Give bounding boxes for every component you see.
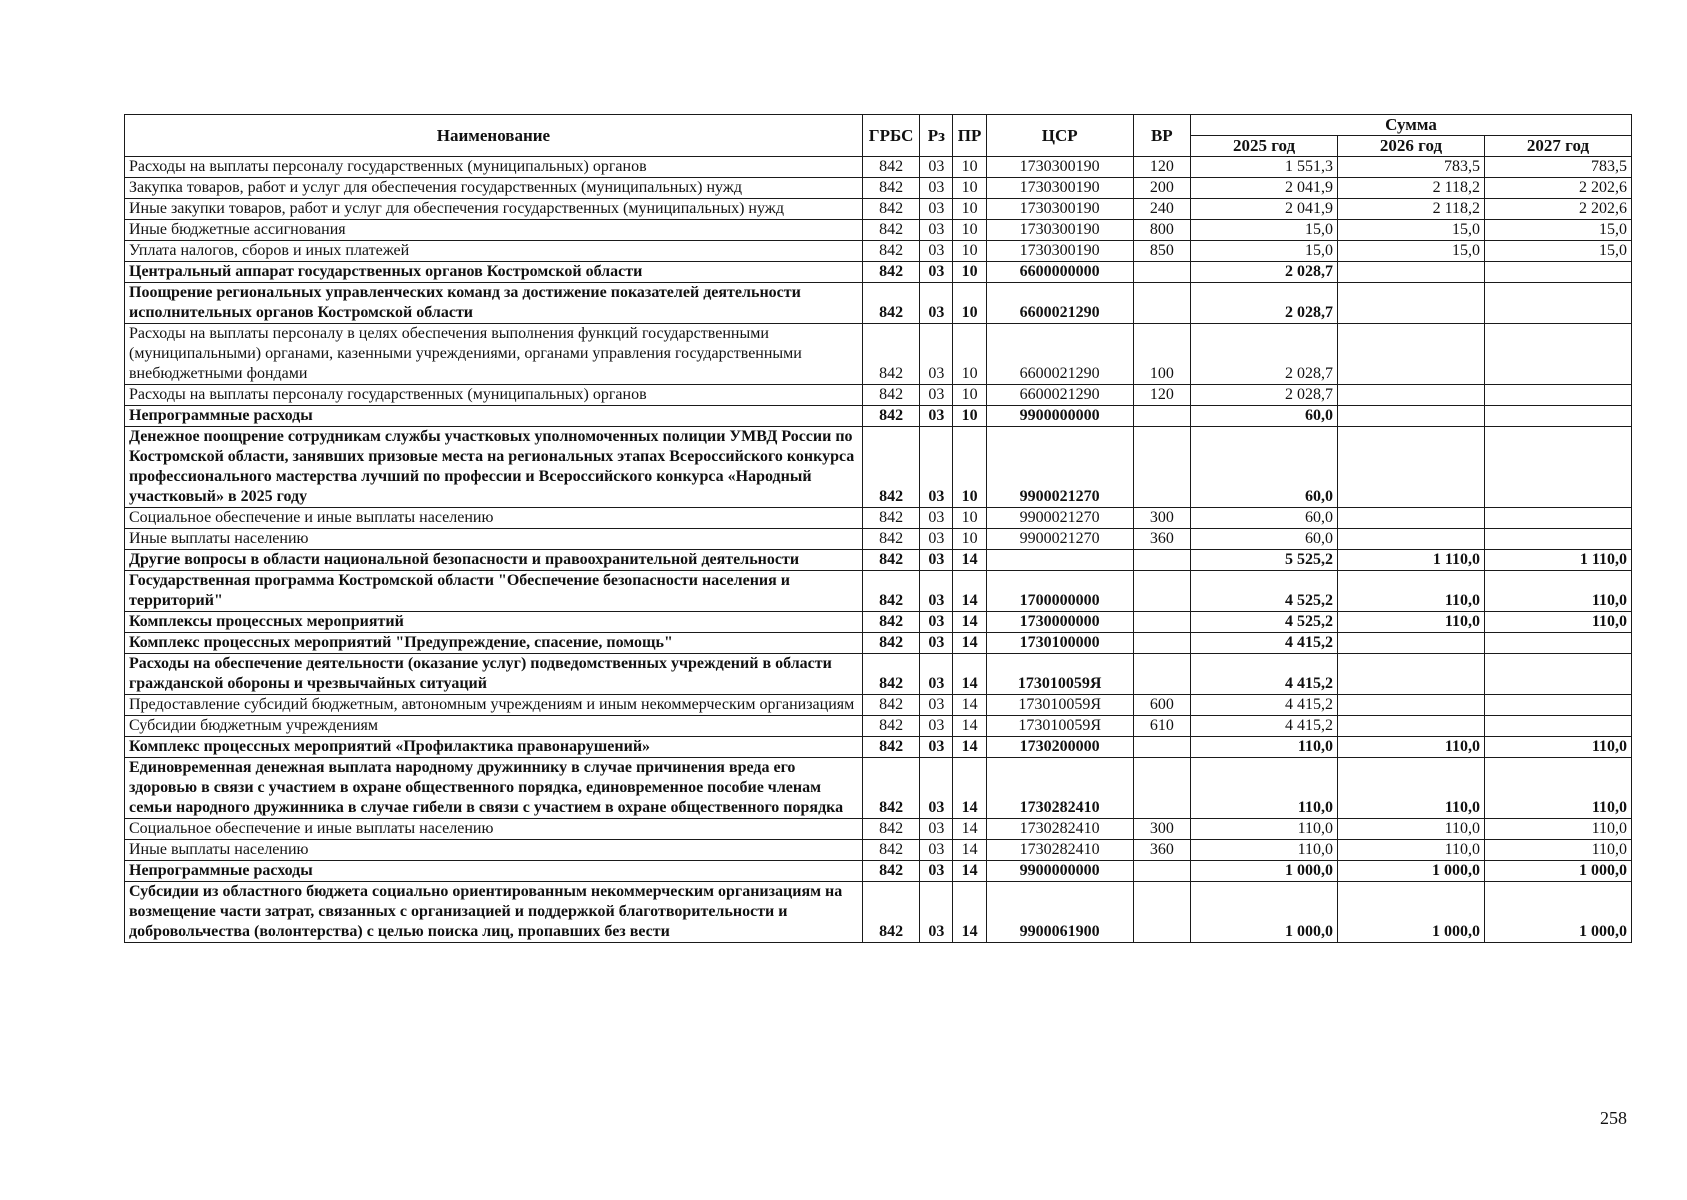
- header-year-2027: 2027 год: [1484, 136, 1631, 157]
- cell-2026: 1 000,0: [1338, 882, 1485, 943]
- cell-name: Иные выплаты населению: [125, 529, 863, 550]
- cell-vr: [1133, 633, 1190, 654]
- cell-rz: 03: [920, 427, 953, 508]
- cell-grbs: 842: [862, 550, 919, 571]
- cell-2026: [1338, 695, 1485, 716]
- cell-grbs: 842: [862, 695, 919, 716]
- cell-2026: 110,0: [1338, 840, 1485, 861]
- cell-2025: 2 028,7: [1191, 262, 1338, 283]
- cell-grbs: 842: [862, 819, 919, 840]
- cell-2027: 1 000,0: [1484, 861, 1631, 882]
- cell-name: Иные выплаты населению: [125, 840, 863, 861]
- cell-2027: 110,0: [1484, 758, 1631, 819]
- cell-2027: [1484, 427, 1631, 508]
- cell-grbs: 842: [862, 385, 919, 406]
- cell-pr: 14: [953, 758, 986, 819]
- cell-2027: [1484, 324, 1631, 385]
- cell-rz: 03: [920, 508, 953, 529]
- cell-rz: 03: [920, 654, 953, 695]
- cell-vr: [1133, 262, 1190, 283]
- cell-pr: 10: [953, 406, 986, 427]
- cell-vr: 240: [1133, 199, 1190, 220]
- cell-csr: 9900021270: [986, 427, 1133, 508]
- cell-vr: [1133, 283, 1190, 324]
- cell-name: Уплата налогов, сборов и иных платежей: [125, 241, 863, 262]
- table-row: [125, 199, 1632, 220]
- cell-rz: 03: [920, 406, 953, 427]
- cell-pr: 10: [953, 508, 986, 529]
- cell-name: Социальное обеспечение и иные выплаты населению: [125, 819, 863, 840]
- cell-pr: 10: [953, 199, 986, 220]
- cell-2025: 2 028,7: [1191, 324, 1338, 385]
- cell-pr: 14: [953, 571, 986, 612]
- cell-2027: [1484, 385, 1631, 406]
- cell-2025: 2 041,9: [1191, 199, 1338, 220]
- cell-rz: 03: [920, 695, 953, 716]
- cell-pr: 14: [953, 819, 986, 840]
- table-row: [125, 758, 1632, 819]
- table-body: [125, 157, 1632, 943]
- cell-2027: [1484, 508, 1631, 529]
- cell-2025: 4 415,2: [1191, 633, 1338, 654]
- cell-2026: 2 118,2: [1338, 199, 1485, 220]
- cell-vr: [1133, 571, 1190, 612]
- table-row: [125, 241, 1632, 262]
- cell-2026: [1338, 508, 1485, 529]
- table-row: [125, 508, 1632, 529]
- cell-2025: 15,0: [1191, 241, 1338, 262]
- cell-2025: 110,0: [1191, 819, 1338, 840]
- cell-vr: [1133, 406, 1190, 427]
- cell-grbs: 842: [862, 220, 919, 241]
- cell-name: Центральный аппарат государственных органов Костромской области: [125, 262, 863, 283]
- cell-2027: 15,0: [1484, 220, 1631, 241]
- cell-name: Расходы на выплаты персоналу государственных (муниципальных) органов: [125, 157, 863, 178]
- cell-grbs: 842: [862, 406, 919, 427]
- cell-name: Комплекс процессных мероприятий «Профилактика правонарушений»: [125, 737, 863, 758]
- cell-pr: 10: [953, 283, 986, 324]
- header-csr: ЦСР: [986, 115, 1133, 157]
- cell-grbs: 842: [862, 427, 919, 508]
- cell-name: Государственная программа Костромской области "Обеспечение безопасности населения и территорий": [125, 571, 863, 612]
- cell-2027: [1484, 633, 1631, 654]
- table-row: [125, 819, 1632, 840]
- cell-rz: 03: [920, 262, 953, 283]
- cell-rz: 03: [920, 529, 953, 550]
- cell-csr: 173010059Я: [986, 695, 1133, 716]
- cell-csr: 1730300190: [986, 199, 1133, 220]
- cell-name: Иные бюджетные ассигнования: [125, 220, 863, 241]
- table-row: [125, 529, 1632, 550]
- cell-csr: 6600021290: [986, 283, 1133, 324]
- cell-rz: 03: [920, 612, 953, 633]
- cell-rz: 03: [920, 758, 953, 819]
- table-row: [125, 262, 1632, 283]
- cell-2027: 110,0: [1484, 571, 1631, 612]
- header-year-2025: 2025 год: [1191, 136, 1338, 157]
- cell-2025: 60,0: [1191, 508, 1338, 529]
- cell-vr: 360: [1133, 529, 1190, 550]
- cell-rz: 03: [920, 241, 953, 262]
- cell-grbs: 842: [862, 324, 919, 385]
- cell-grbs: 842: [862, 157, 919, 178]
- cell-csr: 9900061900: [986, 882, 1133, 943]
- cell-grbs: 842: [862, 840, 919, 861]
- cell-rz: 03: [920, 882, 953, 943]
- cell-rz: 03: [920, 840, 953, 861]
- cell-pr: 14: [953, 882, 986, 943]
- cell-vr: 800: [1133, 220, 1190, 241]
- cell-name: Расходы на выплаты персоналу в целях обеспечения выполнения функций государственными (муниципальными) органами, казенными учреждениями, органами управления государственными внебюджетными фондами: [125, 324, 863, 385]
- cell-2026: [1338, 283, 1485, 324]
- cell-grbs: 842: [862, 199, 919, 220]
- table-row: [125, 550, 1632, 571]
- cell-grbs: 842: [862, 758, 919, 819]
- cell-csr: 6600000000: [986, 262, 1133, 283]
- header-pr: ПР: [953, 115, 986, 157]
- cell-pr: 14: [953, 695, 986, 716]
- cell-rz: 03: [920, 861, 953, 882]
- cell-name: Другие вопросы в области национальной безопасности и правоохранительной деятельности: [125, 550, 863, 571]
- cell-csr: 1730300190: [986, 220, 1133, 241]
- cell-pr: 14: [953, 861, 986, 882]
- cell-vr: 300: [1133, 819, 1190, 840]
- cell-name: Поощрение региональных управленческих команд за достижение показателей деятельности исполнительных органов Костромской области: [125, 283, 863, 324]
- cell-vr: [1133, 427, 1190, 508]
- cell-pr: 10: [953, 157, 986, 178]
- cell-2026: [1338, 324, 1485, 385]
- cell-name: Расходы на выплаты персоналу государственных (муниципальных) органов: [125, 385, 863, 406]
- table-row: [125, 178, 1632, 199]
- cell-grbs: 842: [862, 262, 919, 283]
- cell-pr: 10: [953, 178, 986, 199]
- cell-2025: 60,0: [1191, 427, 1338, 508]
- cell-2027: 15,0: [1484, 241, 1631, 262]
- cell-csr: 1730282410: [986, 840, 1133, 861]
- cell-rz: 03: [920, 178, 953, 199]
- cell-2026: [1338, 716, 1485, 737]
- cell-pr: 14: [953, 737, 986, 758]
- cell-grbs: 842: [862, 716, 919, 737]
- cell-2025: 4 525,2: [1191, 612, 1338, 633]
- cell-rz: 03: [920, 157, 953, 178]
- cell-csr: 173010059Я: [986, 716, 1133, 737]
- table-row: [125, 737, 1632, 758]
- cell-csr: 9900000000: [986, 406, 1133, 427]
- cell-2026: 110,0: [1338, 737, 1485, 758]
- cell-csr: 9900021270: [986, 508, 1133, 529]
- cell-2027: [1484, 262, 1631, 283]
- table-row: [125, 220, 1632, 241]
- cell-csr: 1730300190: [986, 157, 1133, 178]
- cell-grbs: 842: [862, 633, 919, 654]
- cell-2027: [1484, 283, 1631, 324]
- cell-2026: [1338, 529, 1485, 550]
- cell-2026: 1 000,0: [1338, 861, 1485, 882]
- cell-grbs: 842: [862, 508, 919, 529]
- cell-2027: 110,0: [1484, 612, 1631, 633]
- table-row: [125, 406, 1632, 427]
- cell-name: Предоставление субсидий бюджетным, автономным учреждениям и иным некоммерческим организациям: [125, 695, 863, 716]
- cell-2025: 1 000,0: [1191, 861, 1338, 882]
- cell-grbs: 842: [862, 178, 919, 199]
- cell-pr: 10: [953, 324, 986, 385]
- cell-pr: 14: [953, 612, 986, 633]
- table-row: [125, 861, 1632, 882]
- cell-csr: [986, 550, 1133, 571]
- cell-2027: 2 202,6: [1484, 178, 1631, 199]
- cell-vr: 850: [1133, 241, 1190, 262]
- cell-2027: [1484, 406, 1631, 427]
- cell-pr: 10: [953, 385, 986, 406]
- cell-2025: 60,0: [1191, 406, 1338, 427]
- header-rz: Рз: [920, 115, 953, 157]
- cell-pr: 14: [953, 654, 986, 695]
- cell-vr: [1133, 737, 1190, 758]
- cell-vr: 120: [1133, 157, 1190, 178]
- cell-pr: 14: [953, 716, 986, 737]
- cell-2026: 110,0: [1338, 819, 1485, 840]
- cell-grbs: 842: [862, 737, 919, 758]
- table-row: [125, 324, 1632, 385]
- cell-rz: 03: [920, 550, 953, 571]
- cell-vr: 360: [1133, 840, 1190, 861]
- cell-grbs: 842: [862, 571, 919, 612]
- cell-pr: 14: [953, 840, 986, 861]
- cell-csr: 1730300190: [986, 241, 1133, 262]
- cell-vr: [1133, 612, 1190, 633]
- cell-2026: 1 110,0: [1338, 550, 1485, 571]
- cell-2026: [1338, 633, 1485, 654]
- cell-2027: 110,0: [1484, 819, 1631, 840]
- cell-2026: [1338, 654, 1485, 695]
- table-row: [125, 157, 1632, 178]
- cell-2027: 1 000,0: [1484, 882, 1631, 943]
- cell-2027: [1484, 654, 1631, 695]
- budget-table: [124, 114, 1632, 943]
- cell-pr: 14: [953, 550, 986, 571]
- cell-csr: 9900021270: [986, 529, 1133, 550]
- cell-grbs: 842: [862, 529, 919, 550]
- table-row: [125, 427, 1632, 508]
- cell-2027: 2 202,6: [1484, 199, 1631, 220]
- cell-vr: [1133, 861, 1190, 882]
- cell-name: Непрограммные расходы: [125, 861, 863, 882]
- cell-name: Социальное обеспечение и иные выплаты населению: [125, 508, 863, 529]
- cell-2026: [1338, 262, 1485, 283]
- cell-2025: 110,0: [1191, 758, 1338, 819]
- cell-rz: 03: [920, 819, 953, 840]
- cell-grbs: 842: [862, 612, 919, 633]
- cell-rz: 03: [920, 716, 953, 737]
- cell-2027: 1 110,0: [1484, 550, 1631, 571]
- cell-vr: [1133, 654, 1190, 695]
- cell-2025: 60,0: [1191, 529, 1338, 550]
- cell-2025: 110,0: [1191, 840, 1338, 861]
- cell-grbs: 842: [862, 283, 919, 324]
- header-sum: Сумма: [1191, 115, 1632, 136]
- cell-csr: 6600021290: [986, 385, 1133, 406]
- cell-2026: 110,0: [1338, 612, 1485, 633]
- table-row: [125, 654, 1632, 695]
- cell-name: Непрограммные расходы: [125, 406, 863, 427]
- header-name: Наименование: [125, 115, 863, 157]
- cell-csr: 1730282410: [986, 819, 1133, 840]
- cell-rz: 03: [920, 385, 953, 406]
- cell-rz: 03: [920, 199, 953, 220]
- cell-2026: 15,0: [1338, 241, 1485, 262]
- cell-name: Субсидии из областного бюджета социально ориентированным некоммерческим организациям на возмещение части затрат, связанных с организацией и поддержкой благотворительности и добровольчества (волонтерства) с целью поиска лиц, пропавших без вести: [125, 882, 863, 943]
- page-number: 258: [1600, 1108, 1627, 1128]
- cell-grbs: 842: [862, 882, 919, 943]
- cell-name: Комплексы процессных мероприятий: [125, 612, 863, 633]
- cell-csr: 1730300190: [986, 178, 1133, 199]
- table-row: [125, 840, 1632, 861]
- cell-2027: 783,5: [1484, 157, 1631, 178]
- cell-csr: 9900000000: [986, 861, 1133, 882]
- cell-2027: [1484, 716, 1631, 737]
- cell-vr: [1133, 882, 1190, 943]
- cell-name: Комплекс процессных мероприятий "Предупреждение, спасение, помощь": [125, 633, 863, 654]
- table-row: [125, 571, 1632, 612]
- cell-pr: 10: [953, 262, 986, 283]
- cell-2025: 4 415,2: [1191, 654, 1338, 695]
- cell-2026: 783,5: [1338, 157, 1485, 178]
- cell-name: Субсидии бюджетным учреждениям: [125, 716, 863, 737]
- header-grbs: ГРБС: [862, 115, 919, 157]
- table-row: [125, 612, 1632, 633]
- cell-vr: 120: [1133, 385, 1190, 406]
- table-row: [125, 283, 1632, 324]
- cell-grbs: 842: [862, 861, 919, 882]
- cell-csr: 1730282410: [986, 758, 1133, 819]
- cell-name: Единовременная денежная выплата народному дружиннику в случае причинения вреда его здоровью в связи с участием в охране общественного порядка, единовременное пособие членам семьи народного дружинника в случае гибели в связи с участием в охране общественного порядка: [125, 758, 863, 819]
- cell-vr: 300: [1133, 508, 1190, 529]
- cell-name: Денежное поощрение сотрудникам службы участковых уполномоченных полиции УМВД России по Костромской области, занявших призовые места на региональных этапах Всероссийского конкурса профессионального мастерства лучший по профессии и Всероссийского конкурса «Народный участковый» в 2025 году: [125, 427, 863, 508]
- cell-grbs: 842: [862, 241, 919, 262]
- cell-name: Расходы на обеспечение деятельности (оказание услуг) подведомственных учреждений в области гражданской обороны и чрезвычайных ситуаций: [125, 654, 863, 695]
- cell-2025: 4 415,2: [1191, 716, 1338, 737]
- cell-pr: 10: [953, 220, 986, 241]
- cell-pr: 10: [953, 529, 986, 550]
- cell-2026: 2 118,2: [1338, 178, 1485, 199]
- cell-rz: 03: [920, 737, 953, 758]
- cell-csr: 173010059Я: [986, 654, 1133, 695]
- cell-pr: 10: [953, 241, 986, 262]
- cell-vr: [1133, 758, 1190, 819]
- cell-2026: [1338, 385, 1485, 406]
- cell-csr: 1700000000: [986, 571, 1133, 612]
- cell-vr: [1133, 550, 1190, 571]
- cell-2027: [1484, 695, 1631, 716]
- cell-csr: 6600021290: [986, 324, 1133, 385]
- cell-2025: 110,0: [1191, 737, 1338, 758]
- table-row: [125, 633, 1632, 654]
- cell-csr: 1730100000: [986, 633, 1133, 654]
- cell-vr: 200: [1133, 178, 1190, 199]
- cell-2027: 110,0: [1484, 840, 1631, 861]
- cell-2025: 5 525,2: [1191, 550, 1338, 571]
- cell-rz: 03: [920, 220, 953, 241]
- cell-2027: 110,0: [1484, 737, 1631, 758]
- cell-vr: 610: [1133, 716, 1190, 737]
- table-header: [125, 115, 1632, 157]
- table-row: [125, 695, 1632, 716]
- cell-2025: 4 525,2: [1191, 571, 1338, 612]
- cell-2026: 15,0: [1338, 220, 1485, 241]
- cell-2025: 2 041,9: [1191, 178, 1338, 199]
- cell-2025: 1 551,3: [1191, 157, 1338, 178]
- cell-name: Иные закупки товаров, работ и услуг для обеспечения государственных (муниципальных) нужд: [125, 199, 863, 220]
- table-row: [125, 882, 1632, 943]
- cell-name: Закупка товаров, работ и услуг для обеспечения государственных (муниципальных) нужд: [125, 178, 863, 199]
- table-row: [125, 716, 1632, 737]
- cell-vr: 100: [1133, 324, 1190, 385]
- cell-2027: [1484, 529, 1631, 550]
- cell-2026: [1338, 427, 1485, 508]
- cell-2025: 2 028,7: [1191, 385, 1338, 406]
- cell-2025: 15,0: [1191, 220, 1338, 241]
- cell-pr: 14: [953, 633, 986, 654]
- cell-vr: 600: [1133, 695, 1190, 716]
- cell-csr: 1730200000: [986, 737, 1133, 758]
- header-vr: ВР: [1133, 115, 1190, 157]
- cell-2026: [1338, 406, 1485, 427]
- cell-rz: 03: [920, 324, 953, 385]
- table-row: [125, 385, 1632, 406]
- cell-2025: 1 000,0: [1191, 882, 1338, 943]
- cell-2025: 4 415,2: [1191, 695, 1338, 716]
- cell-rz: 03: [920, 633, 953, 654]
- cell-rz: 03: [920, 571, 953, 612]
- header-year-2026: 2026 год: [1338, 136, 1485, 157]
- cell-2026: 110,0: [1338, 758, 1485, 819]
- cell-rz: 03: [920, 283, 953, 324]
- cell-pr: 10: [953, 427, 986, 508]
- cell-grbs: 842: [862, 654, 919, 695]
- cell-2026: 110,0: [1338, 571, 1485, 612]
- cell-csr: 1730000000: [986, 612, 1133, 633]
- cell-2025: 2 028,7: [1191, 283, 1338, 324]
